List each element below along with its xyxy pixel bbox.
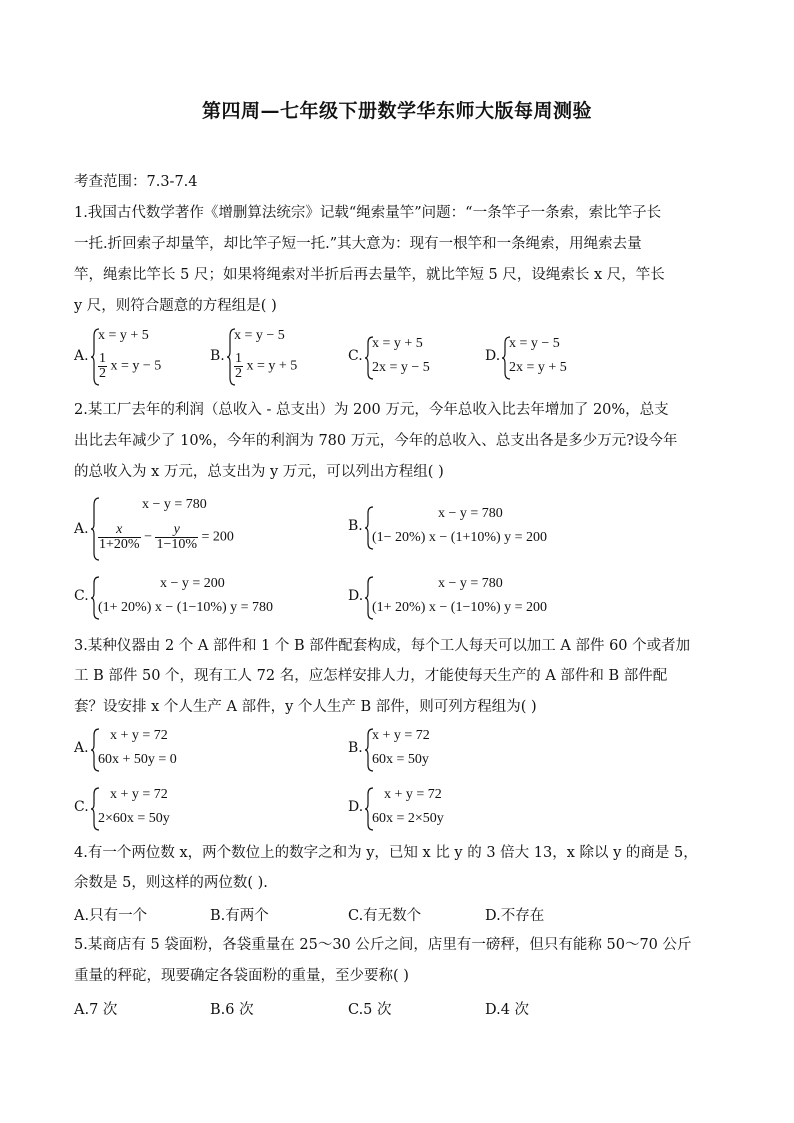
q3-c-eq1: x + y = 72 [110,787,168,802]
q2-b-eq1: x − y = 780 [438,506,503,521]
q5-line-2: 重量的秤砣，现要确定各袋面粉的重量，至少要称( ) [74,968,409,984]
q4-line-1: 4.有一个两位数 x，两个数位上的数字之和为 y，已知 x 比 y 的 3 倍大 13，x 除以 y 的商是 5， [74,845,698,861]
q3-option-c-label: C. [74,799,89,815]
q5-choice-b[interactable]: B.6 次 [210,1002,254,1018]
exam-scope: 考查范围：7.3-7.4 [74,174,198,190]
q2-c-eq1: x − y = 200 [160,576,225,591]
q1-line-1: 1.我国古代数学著作《增删算法统宗》记载“绳索量竿”问题：“一条竿子一条索，索比竿子长 [74,205,662,221]
q4-choice-d[interactable]: D.不存在 [485,908,545,924]
q1-option-b-label: B. [210,348,225,364]
q1-line-4: y 尺，则符合题意的方程组是( ) [74,298,277,314]
q3-option-b[interactable] [348,728,548,774]
q1-option-b[interactable] [210,328,340,388]
q2-option-d[interactable] [348,576,588,622]
q2-option-a[interactable] [74,497,274,563]
q5-choice-a[interactable]: A.7 次 [74,1002,118,1018]
q4-choice-a[interactable]: A.只有一个 [74,908,148,924]
q3-option-b-label: B. [348,740,363,756]
q2-option-c-label: C. [74,588,89,604]
q2-b-eq2: (1− 20%) x − (1+10%) y = 200 [372,530,548,545]
q2-option-b[interactable] [348,506,588,552]
q2-option-b-label: B. [348,518,363,534]
q3-option-a-label: A. [74,740,89,756]
q5-choice-d[interactable]: D.4 次 [485,1002,530,1018]
q3-b-eq2: 60x = 50y [372,752,429,767]
q3-option-a[interactable] [74,728,274,774]
q2-line-3: 的总收入为 x 万元，总支出为 y 万元，可以列出方程组( ) [74,464,444,480]
q3-option-d[interactable] [348,787,548,833]
q1-option-c-label: C. [348,348,363,364]
q3-option-d-label: D. [348,799,364,815]
q4-choice-b[interactable]: B.有两个 [210,908,269,924]
q3-line-3: 套？设安排 x 个人生产 A 部件，y 个人生产 B 部件，则可列方程组为( ) [74,699,537,715]
q1-option-a-label: A. [74,348,89,364]
q5-line-1: 5.某商店有 5 袋面粉，各袋重量在 25～30 公斤之间，店里有一磅秤，但只有能称 50～70 公斤 [74,937,692,953]
q3-d-eq1: x + y = 72 [384,787,442,802]
q1-c-eq2: 2x = y − 5 [372,360,430,375]
q1-d-eq1: x = y − 5 [509,336,560,351]
q3-c-eq2: 2×60x = 50y [98,811,170,826]
q1-d-eq2: 2x = y + 5 [509,360,567,375]
q1-option-c[interactable] [348,336,478,382]
q2-d-eq2: (1+ 20%) x − (1−10%) y = 200 [372,600,548,615]
q4-line-2: 余数是 5，则这样的两位数( ). [74,875,268,891]
q3-line-1: 3.某种仪器由 2 个 A 部件和 1 个 B 部件配套构成，每个工人每天可以加工 A 部件 60 个或者加 [74,638,691,654]
q1-line-2: 一托.折回索子却量竿，却比竿子短一托.”其大意为：现有一根竿和一条绳索，用绳索去量 [74,236,642,252]
q2-line-2: 出比去年减少了 10%，今年的利润为 780 万元，今年的总收入、总支出各是多少万元?设今年 [74,433,678,449]
q3-b-eq1: x + y = 72 [372,728,430,743]
q1-b-eq1: x = y − 5 [234,328,285,343]
q3-a-eq2: 60x + 50y = 0 [98,752,177,767]
page-title: 第四周—七年级下册数学华东师大版每周测验 [201,100,592,122]
q2-d-eq1: x − y = 780 [438,576,503,591]
q2-line-1: 2.某工厂去年的利润（总收入 - 总支出）为 200 万元，今年总收入比去年增加了 20%，总支 [74,402,669,418]
q2-option-c[interactable] [74,576,314,622]
q1-option-a[interactable] [74,328,204,388]
q2-option-d-label: D. [348,588,364,604]
q3-line-2: 工 B 部件 50 个，现有工人 72 名，应怎样安排人力，才能使每天生产的 A 部件和 B 部件配 [74,668,668,684]
q3-option-c[interactable] [74,787,274,833]
q2-a-eq1: x − y = 780 [142,497,207,512]
q2-a-eq2: $\frac{x}{1+20\%}$ − $\frac{y}{1-10\%}$ = 200 [99,522,234,552]
q5-choice-c[interactable]: C.5 次 [348,1002,392,1018]
q1-option-d-label: D. [485,348,501,364]
q1-line-3: 竿，绳索比竿长 5 尺；如果将绳索对半折后再去量竿，就比竿短 5 尺，设绳索长 x 尺，竿长 [74,267,665,283]
q2-c-eq2: (1+ 20%) x − (1−10%) y = 780 [98,600,274,615]
q1-c-eq1: x = y + 5 [372,336,423,351]
q2-option-a-label: A. [74,521,89,537]
q3-a-eq1: x + y = 72 [110,728,168,743]
q1-option-d[interactable] [485,336,615,382]
q3-d-eq2: 60x = 2×50y [372,811,444,826]
q1-a-eq2: $\frac{1}{2}$ x = y − 5 [99,351,162,381]
q1-b-eq2: $\frac{1}{2}$ x = y + 5 [235,351,298,381]
q1-a-eq1: x = y + 5 [98,328,149,343]
q4-choice-c[interactable]: C.有无数个 [348,908,422,924]
